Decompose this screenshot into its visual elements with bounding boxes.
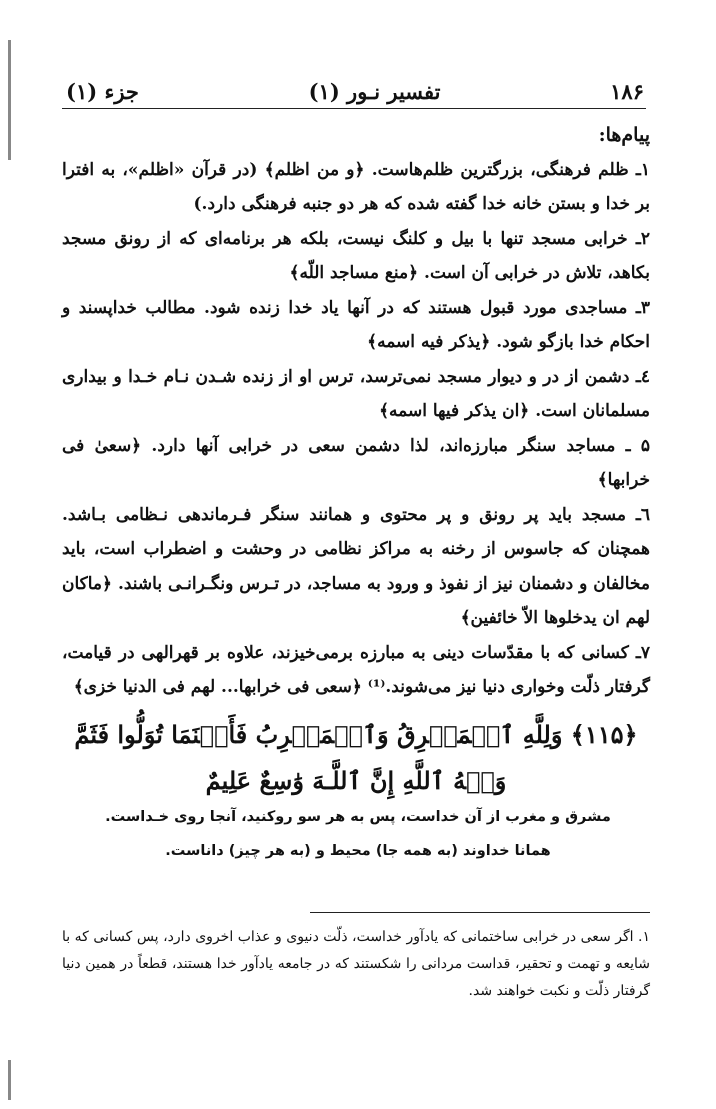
translation-line: همانا خداوند (به همه جا) محیط و (به هر چیز) داناست. — [165, 843, 551, 859]
scan-edge-mark — [8, 1060, 11, 1100]
page-number: ۱۸۶ — [610, 79, 644, 104]
message-item: ۳ـ مساجدی مورد قبول هستند که در آنها یاد خدا زنده شود. مطالب خداپسند و احکام خدا بازگو شود. ﴿یذکر فیه اسمه﴾ — [62, 297, 650, 352]
verse-translation — [100, 800, 616, 868]
footnote-divider — [310, 912, 650, 913]
translation-line: مشرق و مغرب از آن خداست، پس به هر سو روکنید، آنجا روی خـداست. — [105, 809, 611, 825]
section-title: پیام‌ها: — [598, 124, 650, 146]
book-title: تفسیر نـور (۱) — [308, 79, 441, 104]
scan-edge-mark — [8, 40, 11, 160]
message-item: ۱ـ ظلم فرهنگی، بزرگترین ظلم‌هاست. ﴿و من اظلم﴾ (در قرآن «اظلم»، به افترا بر خدا و بستن خانه خدا گفته شده که هر دو جنبه فرهنگی دارد.) — [62, 159, 650, 214]
quran-verse: ﴿۱۱۵﴾ وَلِلَّهِ ٱلۡمَشۡرِقُ وَٱلۡمَغۡرِبُ فَأَيۡنَمَا تُوَلُّوا فَثَمَّ وَجۡهُ ٱللَّهِ إِنَّ ٱللَّـهَ وَٰسِعٌ عَلِيمٌ — [74, 720, 638, 795]
message-item: ۷ـ کسانی که با مقدّسات دینی به مبارزه برمی‌خیزند، علاوه بر قهرالهی در قیامت، گرفتار ذلّت وخواری دنیا نیز می‌شوند.⁽¹⁾ ﴿سعی فی خرابها... لهم فی الدنیا خزی﴾ — [62, 642, 650, 697]
message-item: ۲ـ خرابی مسجد تنها با بیل و کلنگ نیست، بلکه هر برنامه‌ای که از رونق مسجد بکاهد، تلاش در خرابی آن است. ﴿منع مساجد اللّه﴾ — [62, 228, 650, 283]
header-divider — [62, 108, 646, 109]
page-header — [66, 70, 644, 104]
message-item: ٦ـ مسجد باید پر رونق و پر محتوی و همانند سنگر فـرماندهی نـظامی بـاشد. همچنان که جاسوس از رخنه به مراکز نظامی در وحشت و اضطراب است، باید مخالفان و دشمنان نیز از نفوذ و ورود به مساجد، در تـرس ونگـرانـی باشند. ﴿ماکان لهم ان یدخلوها الاّ خائفین﴾ — [62, 504, 650, 628]
message-item: ۵ ـ مساجد سنگر مبارزه‌اند، لذا دشمن سعی در خرابی آنها دارد. ﴿سعیٰ فی خرابها﴾ — [62, 435, 650, 490]
footnote: ۱. اگر سعی در خرابی ساختمانی که یادآور خداست، ذلّت دنیوی و عذاب اخروی دارد، پس کسانی که با شایعه و تهمت و تحقیر، قداست مردانی را شکستند که در جامعه یادآور خدا هستند، قطعاً در همین دنیا گرفتار ذلّت و نکبت خواهند شد. — [62, 929, 650, 999]
volume-label: جزء (۱) — [66, 79, 139, 104]
messages-section — [62, 118, 650, 705]
message-item: ٤ـ دشمن از در و دیوار مسجد نمی‌ترسد، ترس او از زنده شـدن نـام خـدا و بیداری مسلمانان است. ﴿ان یذکر فیها اسمه﴾ — [62, 366, 650, 421]
